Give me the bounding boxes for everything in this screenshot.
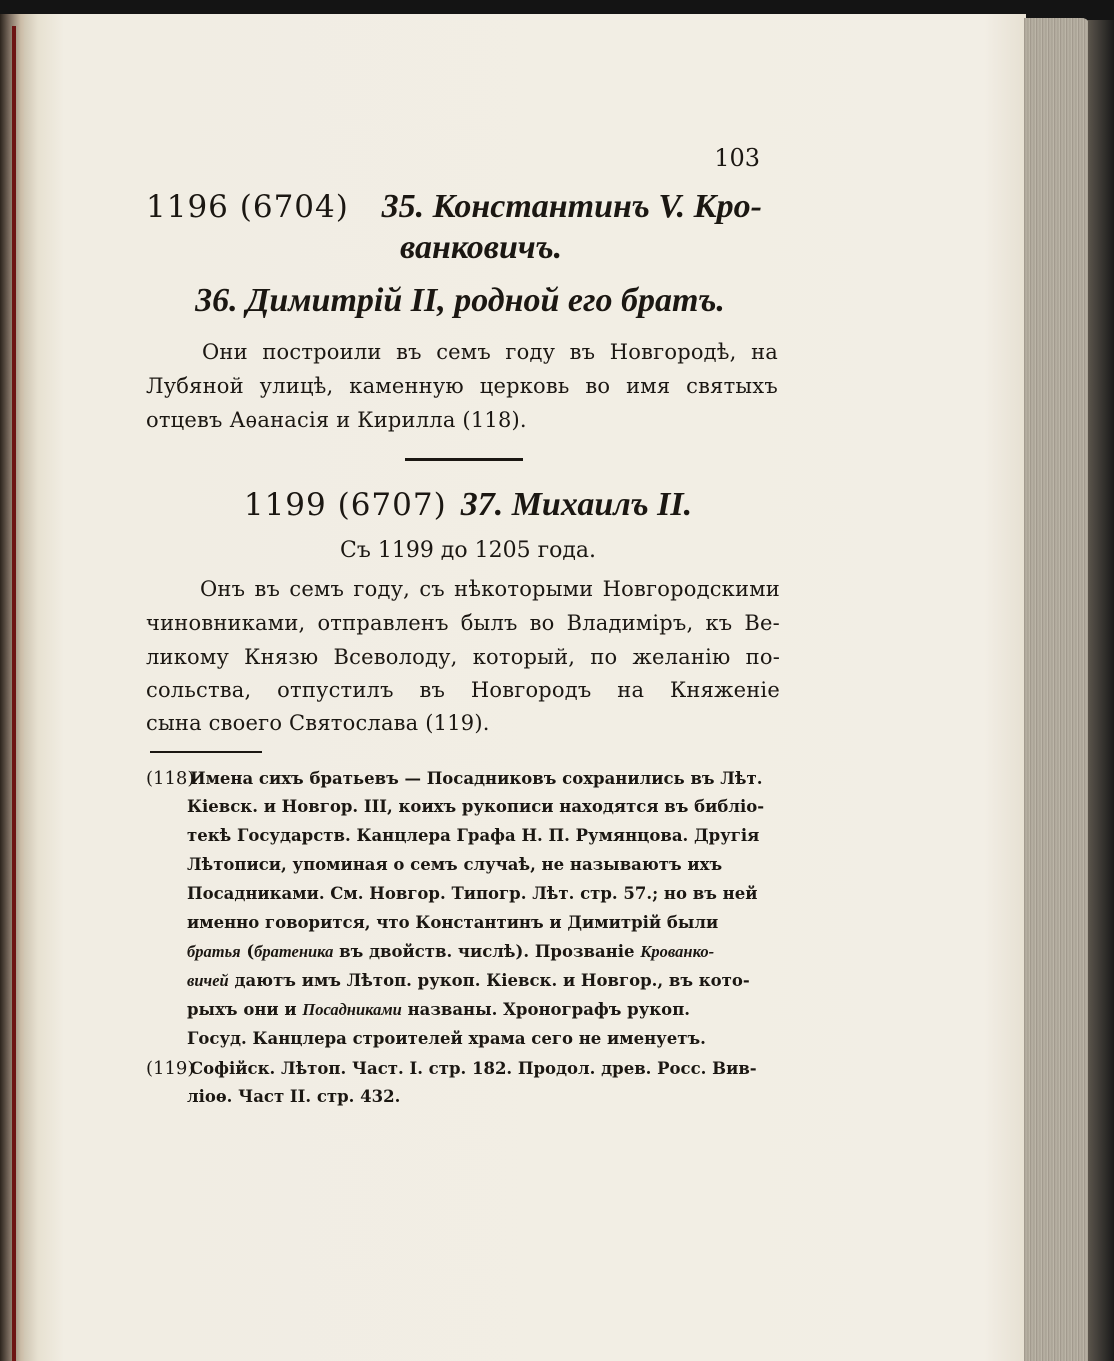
word: святыхъ (686, 374, 778, 398)
word: въ (569, 340, 596, 364)
word: въ (396, 340, 422, 364)
word: Княженіе (669, 678, 780, 702)
paragraph-line (146, 611, 780, 635)
footnote-118-line: именно говорится, что Константинъ и Димитрій были (187, 913, 719, 932)
footnote-119-line: (119)Софійск. Лѣтоп. Част. I. стр. 182. Продол. древ. Росс. Вив- (146, 1058, 757, 1079)
word: къ (705, 611, 733, 635)
word: по- (745, 645, 780, 669)
word: ликому (146, 645, 229, 669)
word: улицѣ, (259, 374, 334, 398)
word: по (590, 645, 618, 669)
reign-period: Съ 1199 до 1205 года. (340, 538, 596, 563)
word: съ (419, 577, 445, 601)
word: Новгородскими (602, 577, 780, 601)
heading-year: 1196 (6704) (146, 189, 349, 225)
footnote-118-line: Лѣтописи, упоминая о семъ случаѣ, не называютъ ихъ (187, 855, 723, 874)
footnote-118-line: Посадниками. См. Новгор. Типогр. Лѣт. стр. 57.; но въ ней (187, 884, 758, 903)
paragraph-line (146, 678, 780, 702)
page-number: 103 (714, 144, 760, 172)
heading-title: 35. Константинъ V. Кро- (381, 188, 762, 225)
footnote-118-line: Госуд. Канцлера строителей храма сего не именуетъ. (187, 1029, 706, 1048)
word: Лубяной (146, 374, 244, 398)
paragraph-line (146, 374, 778, 398)
heading-mikhail (208, 486, 728, 524)
heading-year: 1199 (6707) (243, 487, 447, 523)
paragraph-line (200, 577, 780, 601)
footnote-118-line: вичей даютъ имъ Лѣтоп. рукоп. Кіевск. и Новгор., въ кото- (187, 971, 750, 990)
paragraph-line: отцевъ Аѳанасія и Кирилла (118). (146, 408, 527, 432)
paragraph-line (146, 645, 780, 669)
word: желанію (632, 645, 731, 669)
heading-title: 37. Михаилъ II. (460, 486, 693, 523)
word: церковь (479, 374, 570, 398)
word: семъ (436, 340, 491, 364)
word: въ (419, 678, 446, 702)
word: Они (202, 340, 248, 364)
section-divider (405, 458, 523, 461)
word: на (751, 340, 778, 364)
heading-dimitriy: 36. Димитрій II, родной его братъ. (195, 282, 725, 319)
word: Ве- (744, 611, 780, 635)
word: чиновниками, (146, 611, 306, 635)
word: отпустилъ (277, 678, 394, 702)
word: отправленъ (317, 611, 449, 635)
word: Новгородѣ, (609, 340, 737, 364)
footnote-119-line: ліоѳ. Част II. стр. 432. (187, 1087, 401, 1106)
word: построили (262, 340, 382, 364)
heading-title-continuation: ванковичъ. (400, 229, 563, 266)
word: Всеволоду, (333, 645, 458, 669)
footnote-mark: (118) (146, 768, 195, 789)
word: который, (472, 645, 576, 669)
footnote-118-line: братья (братеника въ двойств. числѣ). Прозваніе Крованко- (187, 942, 715, 961)
footnote-118-line: текѣ Государств. Канцлера Графа Н. П. Румянцова. Другія (187, 826, 760, 845)
paragraph-line: сына своего Святослава (119). (146, 711, 490, 735)
word: году (505, 340, 556, 364)
word: въ (254, 577, 281, 601)
word: былъ (460, 611, 518, 635)
word: Новгородъ (470, 678, 592, 702)
word: сольства, (146, 678, 252, 702)
word: Князю (244, 645, 319, 669)
footnote-rule (150, 751, 262, 753)
word: имя (626, 374, 671, 398)
word: во (585, 374, 611, 398)
word: на (617, 678, 645, 702)
word: каменную (349, 374, 464, 398)
word: Онъ (200, 577, 246, 601)
word: Владиміръ, (566, 611, 694, 635)
word: году, (353, 577, 411, 601)
footnote-118-line: рыхъ они и Посадниками названы. Хронографъ рукоп. (187, 1000, 691, 1019)
footnote-118-line: Кіевск. и Новгор. III, коихъ рукописи находятся въ библіо- (187, 797, 765, 816)
footnote-mark: (119) (146, 1058, 195, 1079)
word: семъ (289, 577, 345, 601)
heading-konstantin (146, 188, 762, 226)
footnote-118-line: (118)Имена сихъ братьевъ — Посадниковъ сохранились въ Лѣт. (146, 768, 763, 789)
word: нѣкоторыми (454, 577, 594, 601)
word: во (529, 611, 555, 635)
paragraph-line (202, 340, 778, 364)
